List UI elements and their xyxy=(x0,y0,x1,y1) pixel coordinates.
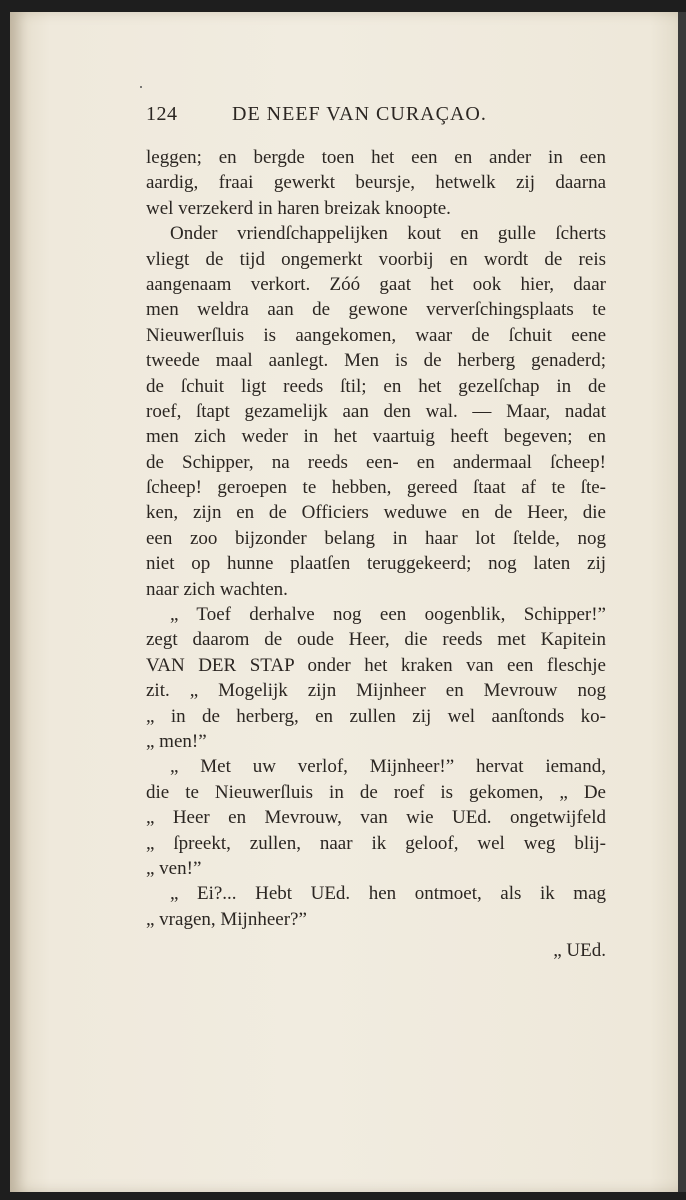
text-line: aangenaam verkort. Zóó gaat het ook hier, daar xyxy=(146,273,606,295)
text-line: „ in de herberg, en zullen zij wel aanſtonds ko- xyxy=(146,705,606,727)
text-line: men weldra aan de gewone ververſchingsplaats te xyxy=(146,299,606,321)
page-edge xyxy=(678,12,686,1192)
text-line: „ Toef derhalve nog een oogenblik, Schipper!” xyxy=(170,604,606,626)
text-line: een zoo bijzonder belang in haar lot ſtelde, nog xyxy=(146,527,606,549)
text-line: „ Ei?... Hebt UEd. hen ontmoet, als ik mag xyxy=(170,883,606,905)
text-line: Onder vriendſchappelijken kout en gulle ſcherts xyxy=(170,223,606,245)
text-line: ſcheep! geroepen te hebben, gereed ſtaat af te ſte- xyxy=(146,477,606,499)
text-line: Nieuwerſluis is aangekomen, waar de ſchuit eene xyxy=(146,324,606,346)
text-line: „ men!” xyxy=(146,730,207,752)
text-line: wel verzekerd in haren breizak knoopte. xyxy=(146,197,451,219)
text-line: men zich weder in het vaartuig heeft begeven; en xyxy=(146,426,606,448)
text-line: zit. „ Mogelijk zijn Mijnheer en Mevrouw nog xyxy=(146,680,606,702)
page-number: 124 xyxy=(146,103,178,125)
text-line: niet op hunne plaatſen teruggekeerd; nog laten zij xyxy=(146,553,606,575)
text-line: „ ſpreekt, zullen, naar ik geloof, wel weg blij- xyxy=(146,832,606,854)
page-text-block xyxy=(146,103,606,964)
text-line: „ Met uw verlof, Mijnheer!” hervat iemand, xyxy=(170,756,606,778)
text-line: tweede maal aanlegt. Men is de herberg genaderd; xyxy=(146,350,606,372)
text-line: naar zich wachten. xyxy=(146,578,288,600)
catchword: „ UEd. xyxy=(553,940,606,962)
text-line: leggen; en bergde toen het een en ander in een xyxy=(146,147,606,168)
ink-speck xyxy=(140,86,142,88)
text-line: aardig, fraai gewerkt beursje, hetwelk zij daarna xyxy=(146,172,606,194)
text-line: de ſchuit ligt reeds ſtil; en het gezelſchap in de xyxy=(146,375,606,397)
text-line: VAN DER STAP onder het kraken van een fleschje xyxy=(146,654,606,676)
text-line: „ ven!” xyxy=(146,857,202,879)
text-line: die te Nieuwerſluis in de roef is gekomen, „ De xyxy=(146,781,606,803)
text-line: de Schipper, na reeds een- en andermaal ſcheep! xyxy=(146,451,606,473)
text-line: zegt daarom de oude Heer, die reeds met Kapitein xyxy=(146,629,606,651)
running-header xyxy=(146,103,606,133)
text-line: roef, ſtapt gezamelijk aan den wal. — Maar, nadat xyxy=(146,400,606,422)
running-head-title: DE NEEF VAN CURAÇAO. xyxy=(232,103,487,125)
text-line: vliegt de tijd ongemerkt voorbij en wordt de reis xyxy=(146,248,606,270)
text-line: „ vragen, Mijnheer?” xyxy=(146,908,307,930)
body-text xyxy=(146,145,606,932)
text-line: ken, zijn en de Officiers weduwe en de Heer, die xyxy=(146,502,606,524)
text-line: „ Heer en Mevrouw, van wie UEd. ongetwijfeld xyxy=(146,807,606,829)
